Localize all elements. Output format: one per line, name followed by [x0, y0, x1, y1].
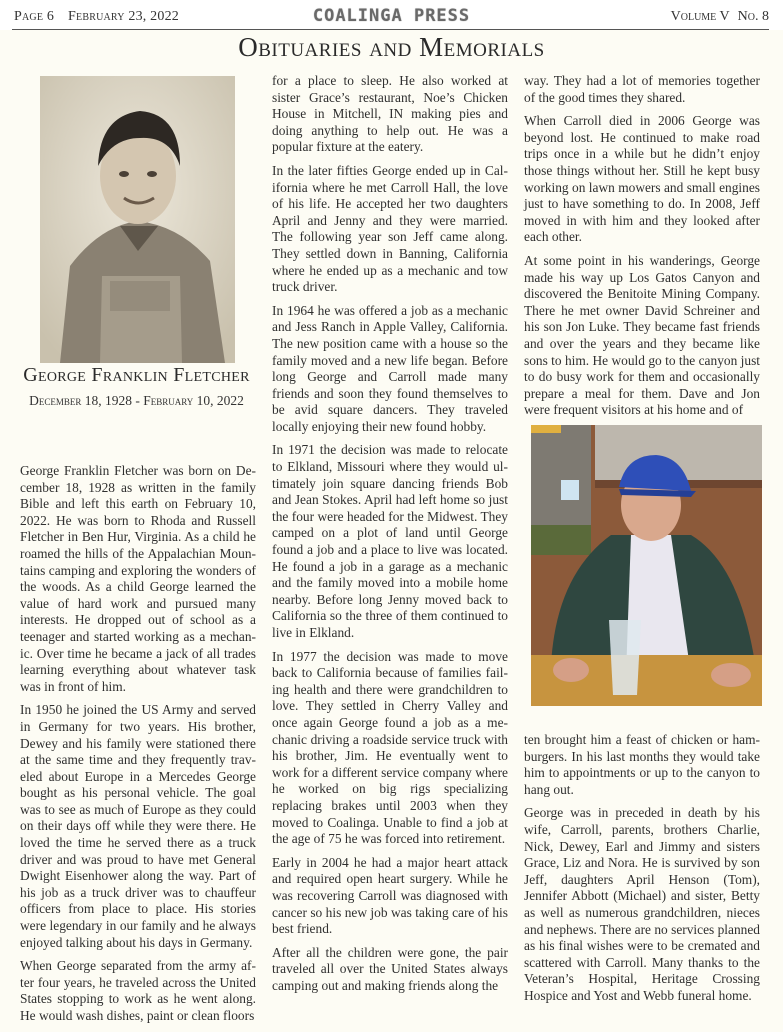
paragraph: In 1977 the decision was made to move back to California because of families failing health and there were grandchildren to love. They settled in Cherry Valley and once again George found a job as a mechanic driving a roadside service truck with his brother, Jim. He eventually went to work for a different service company where he worked on big rigs specializing replacing brakes until 2003 when they moved to Coalinga. Unable to find a job at the age of 75 he was forced into retirement. [272, 648, 508, 847]
life-dates: December 18, 1928 - February 10, 2022 [29, 393, 244, 408]
paragraph: George was in preceded in death by his wife, Carroll, parents, brothers Charlie, Nick, Dewey, Earl and Jimmy and sisters Grace, Liz and Nora. He is survived by son Jeff, daughters April Henson (Tom), Jennifer Abbott (Michael) and sister, Betty as well as numerous grandchildren, nieces and nephews. There are no services planned as his final wishes were to be cremated and scattered with Carroll. Many thanks to the Veteran’s Hospital, Heritage Crossing Hospice and Yost and Webb funeral home. [524, 805, 760, 1003]
masthead-logo: COALINGA PRESS [312, 6, 471, 26]
paragraph: When George separated from the army after four years, he traveled across the United States stopping to work as he went along. He would wash dishes, paint or clean floors [20, 958, 256, 1023]
issue-number: No. 8 [737, 9, 769, 24]
article-column-3-bottom [524, 732, 760, 1012]
paragraph: George Franklin Fletcher was born on December 18, 1928 as written in the family Bible and left this earth on February 10, 2022. He was born to Rhoda and Russell Fletcher in Ben Hur, Virginia. As a child he roamed the hills of the Appalachian Mountains camping and exploring the wonders of the woods. As a child George learned the value of hard work and pursued many interests. He dropped out of school as a teenager and started working as a mechanic. Over time he became a jack of all trades learning everything about whatever task was in front of him. [20, 463, 256, 694]
header-rule [12, 29, 769, 30]
page-header [0, 0, 783, 30]
issue-date: February 23, 2022 [68, 9, 179, 24]
paragraph: In 1950 he joined the US Army and served in Germany for two years. His brother, Dewey and his family were stationed there at the same time and they frequently traveled about Europe in a Mercedes George bought as his personal vehicle. The goal was to see as much of Europe as they could on their days off while they were there. He loved the time he served there as a truck driver and was proud to have met General Dwight Eisenhower along the way. Part of his job as a truck driver was to chauffeur officers from place to place. His stories were legendary in our family and he always enjoyed talking about his days in Germany. [20, 702, 256, 950]
elderly-portrait-image [531, 425, 762, 706]
paragraph: In the later fifties George ended up in California where he met Carroll Hall, the love of his life. He accepted her two daughters April and Jenny and they were married. The following year son Jeff came along. They settled down in Banning, California where he ended up as a mechanic and tow truck driver. [272, 162, 508, 295]
paragraph: In 1964 he was offered a job as a mechanic and Jess Ranch in Apple Valley, California. The new position came with a house so the family moved and a new life began. Before long George and Carroll made many friends and soon they found themselves to be avid square dancers. They traveled locally enjoying their new found hobby. [272, 302, 508, 434]
paragraph: After all the children were gone, the pair traveled all over the United States always camping out and making friends along the [272, 944, 508, 993]
paragraph: When Carroll died in 2006 George was beyond lost. He continued to make road trips once in a while but he didn’t enjoy those things without her. Still he kept busy working on lawn mowers and small engines just to have something to do. In 2008, Jeff moved in with him and they looked after each other. [524, 113, 760, 245]
paragraph: At some point in his wanderings, George made his way up Los Gatos Canyon and discovered the Benitoite Mining Company. There he met owner David Schreiner and his son Jon Luke. They became fast friends and over the years and they became like sons to him. He would go to the canyon just to do busy work for them and occasionally prepare a meal for them. Dave and Jon were frequent visitors at his home and of [524, 252, 760, 418]
volume-info [663, 9, 769, 25]
article-column-2 [272, 73, 508, 1001]
page-number: Page 6 [14, 9, 55, 24]
section-title: Obituaries and Memorials [238, 32, 545, 62]
article-column-1 [20, 463, 256, 1032]
paragraph: for a place to sleep. He also worked at sister Grace’s restaurant, Noe’s Chicken House in Mitchell, IN making pies and doing anything to help out. He was a popular fixture at the eatery. [272, 73, 508, 155]
paragraph: ten brought him a feast of chicken or hamburgers. In his last months they would take him to appointments or up to the canyon to hang out. [524, 732, 760, 797]
paragraph: Early in 2004 he had a major heart attack and required open heart surgery. While he was recovering Carroll was diagnosed with cancer so his new job was taking care of his best friend. [272, 854, 508, 937]
deceased-name: George Franklin Fletcher [23, 364, 250, 386]
volume: Volume V [670, 9, 730, 24]
article-column-3-top [524, 73, 760, 426]
paragraph: way. They had a lot of memories together of the good times they shared. [524, 73, 760, 105]
portrait-photo-elderly [531, 425, 762, 706]
young-portrait-image [40, 76, 235, 363]
portrait-photo-young [40, 76, 235, 363]
paragraph: In 1971 the decision was made to relocate to Elkland, Missouri where they would ultimately join square dancing friends Bob and Jean Stokes. April had left home so just the four were headed for the Midwest. They camped on a plot of land until George found a job and a place to live was located. He found a job in a garage as a mechanic and the family moved into a mobile home nearby. Before long Jenny moved back to California so the three of them continued to live in Elkland. [272, 442, 508, 640]
